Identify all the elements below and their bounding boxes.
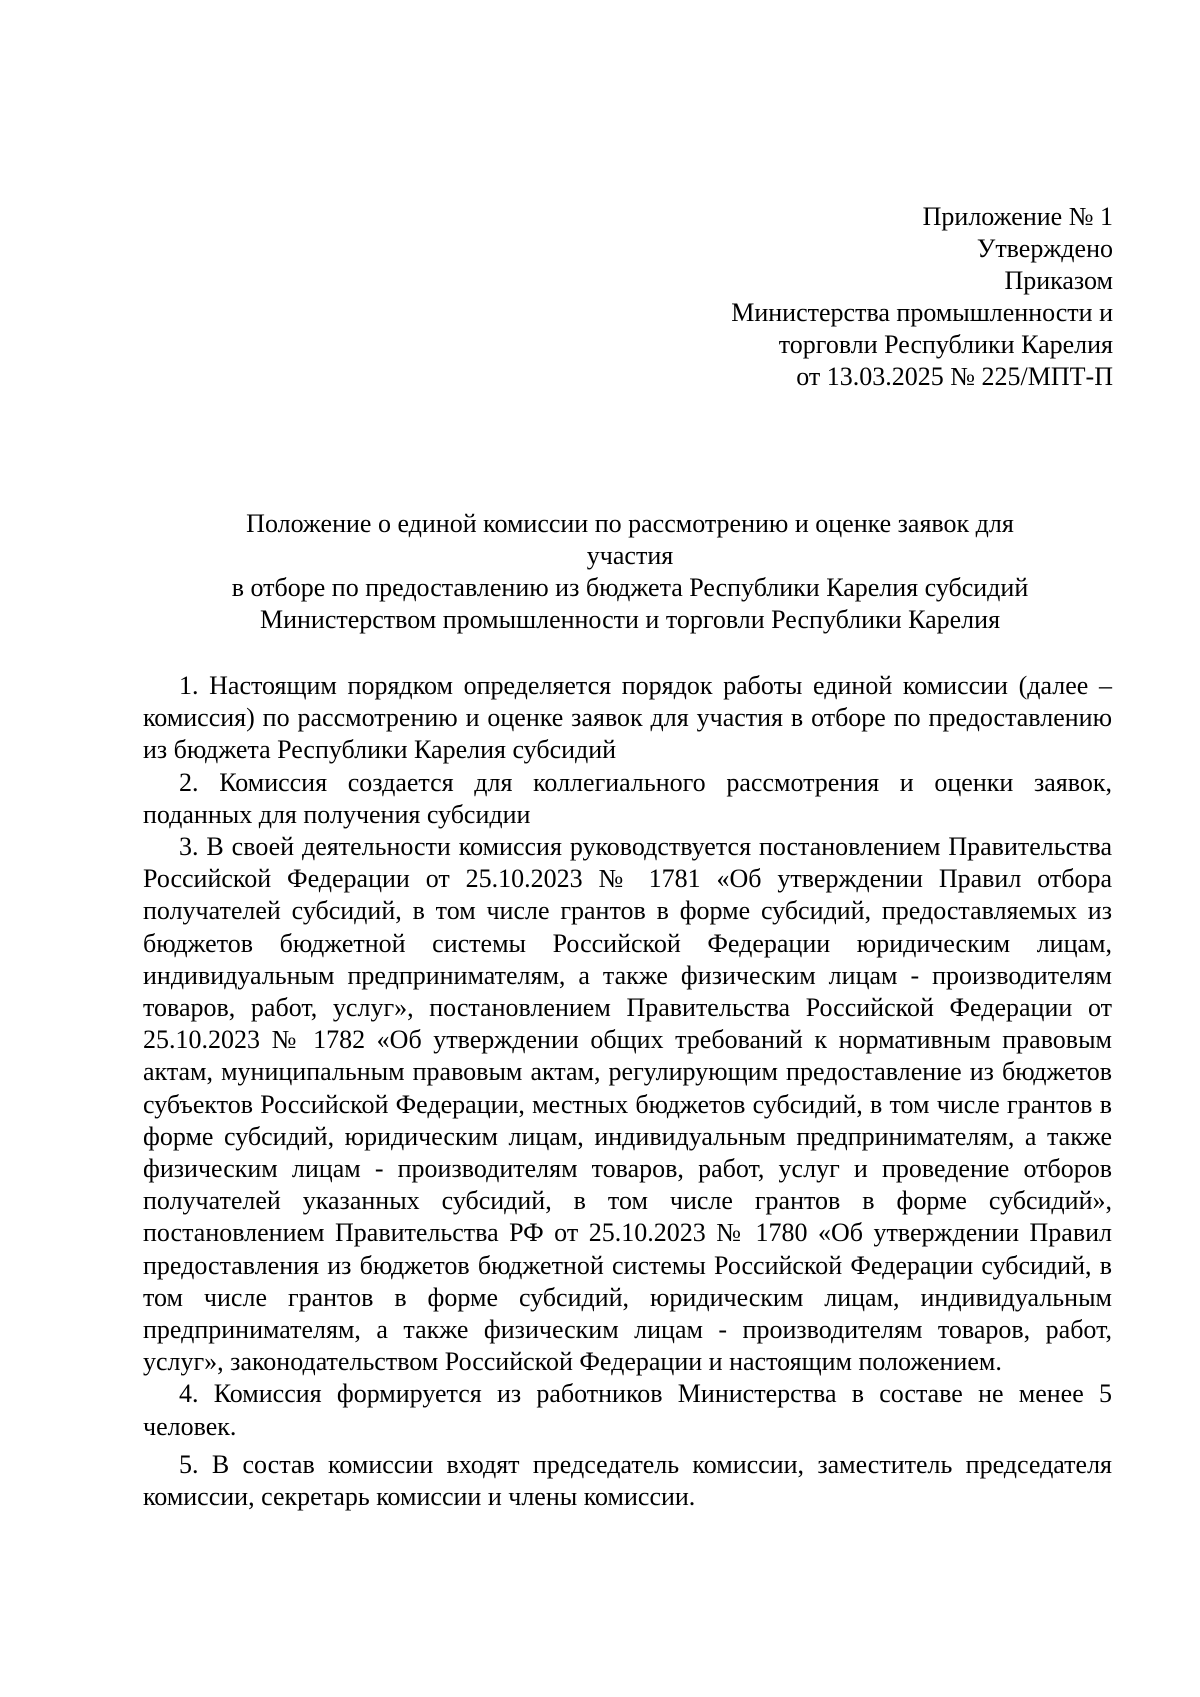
order-label: Приказом (1004, 266, 1113, 295)
paragraph-5: 5. В состав комиссии входят председатель комиссии, заместитель председателя комиссии, секретарь комиссии и члены комиссии. (143, 1449, 1112, 1512)
paragraph-3: 3. В своей деятельности комиссия руководствуется постановлением Правительства Российской Федерации от 25.10.2023 № 1781 «Об утверждении Правил отбора получателей субсидий, в том числе грантов в форме субсидий, предоставляемых из бюджетов бюджетной системы Российской Федерации юридическим лицам, индивидуальным предпринимателям, а также физическим лицам - производителям товаров, работ, услуг», постановлением Правительства Российской Федерации от 25.10.2023 № 1782 «Об утверждении общих требований к нормативным правовым актам, муниципальным правовым актам, регулирующим предоставление из бюджетов субъектов Российской Федерации, местных бюджетов субсидий, в том числе грантов в форме субсидий, юридическим лицам, индивидуальным предпринимателям, а также физическим лицам - производителям товаров, работ, услуг и проведение отборов получателей указанных субсидий, в том числе грантов в форме субсидий», постановлением Правительства РФ от 25.10.2023 № 1780 «Об утверждении Правил предоставления из бюджетов бюджетной системы Российской Федерации субсидий, в том числе грантов в форме субсидий, юридическим лицам, индивидуальным предпринимателям, а также физическим лицам - производителям товаров, работ, услуг», законодательством Российской Федерации и настоящим положением. (143, 832, 1112, 1377)
document-body (143, 670, 1112, 1513)
paragraph-1: 1. Настоящим порядком определяется порядок работы единой комиссии (далее – комиссия) по рассмотрению и оценке заявок для участия в отборе по предоставлению из бюджета Республики Карелия субсидий (143, 671, 1112, 765)
title-line-3: в отборе по предоставлению из бюджета Республики Карелия субсидий (231, 573, 1029, 602)
title-line-4: Министерством промышленности и торговли Республики Карелия (259, 605, 1001, 634)
document-title (200, 508, 1060, 636)
paragraph-2: 2. Комиссия создается для коллегиального рассмотрения и оценки заявок, поданных для получения субсидии (143, 767, 1112, 829)
order-date-number: от 13.03.2025 № 225/МПТ-П (796, 362, 1113, 391)
ministry-name-line2: торговли Республики Карелия (778, 330, 1113, 359)
ministry-name-line1: Министерства промышленности и (731, 298, 1113, 327)
title-line-1: Положение о единой комиссии по рассмотрению и оценке заявок для (246, 509, 1014, 538)
approved-label: Утверждено (976, 234, 1113, 263)
paragraph-4: 4. Комиссия формируется из работников Министерства в составе не менее 5 человек. (143, 1379, 1112, 1441)
appendix-number: Приложение № 1 (922, 202, 1113, 231)
title-line-2: участия (586, 541, 674, 570)
approval-stamp-block (731, 201, 1113, 393)
